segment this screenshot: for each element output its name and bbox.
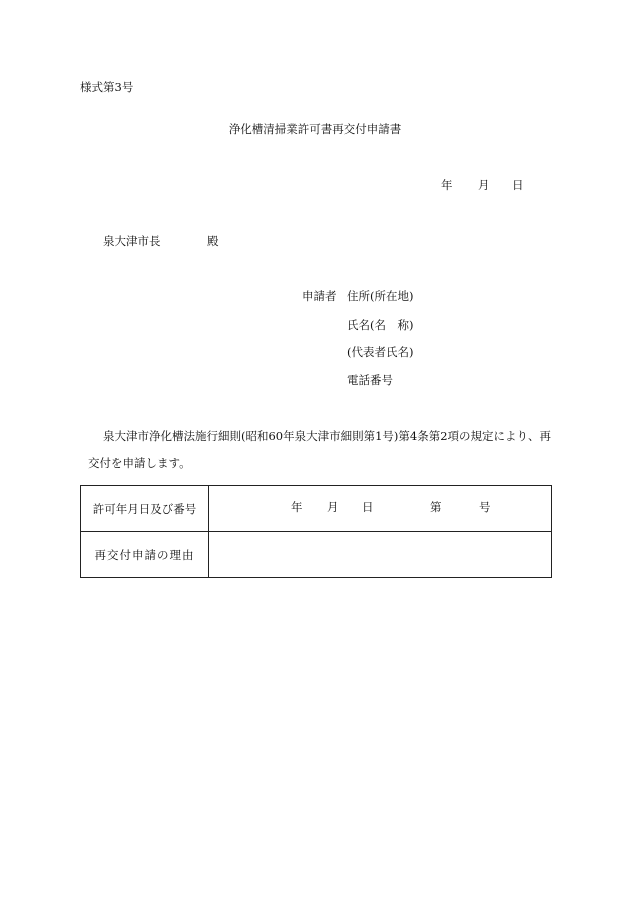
date-year-label: 年 [441,178,453,192]
applicant-name-label: 氏名(名 称) [347,318,414,332]
body-text-line2: 交付を申請します。 [88,456,191,470]
addressee-honorific: 殿 [207,234,219,248]
application-info-table [80,485,552,578]
table-row-permit-info [81,486,552,532]
reissue-reason-label: 再交付申請の理由 [81,532,209,578]
reissue-reason-field[interactable] [209,532,552,578]
permit-year-label: 年 [291,500,303,514]
document-title: 浄化槽清掃業許可書再交付申請書 [228,122,402,136]
body-text-line1: 泉大津市浄化槽法施行細則(昭和60年泉大津市細則第1号)第4条第2項の規定により、再 [103,429,552,443]
form-number: 様式第3号 [80,80,134,94]
permit-number-prefix: 第 [430,500,442,514]
applicant-label: 申請者 [302,289,337,303]
permit-date-number-label: 許可年月日及び番号 [81,486,209,532]
addressee-name: 泉大津市長 [103,234,161,248]
applicant-representative-label: (代表者氏名) [347,345,414,359]
date-day-label: 日 [512,178,524,192]
table-row-reissue-reason [81,532,552,578]
permit-month-label: 月 [327,500,339,514]
permit-number-suffix: 号 [479,500,491,514]
permit-day-label: 日 [362,500,374,514]
permit-date-number-field[interactable] [209,486,552,532]
date-month-label: 月 [478,178,490,192]
applicant-address-label: 住所(所在地) [347,289,414,303]
applicant-phone-label: 電話番号 [347,373,393,387]
